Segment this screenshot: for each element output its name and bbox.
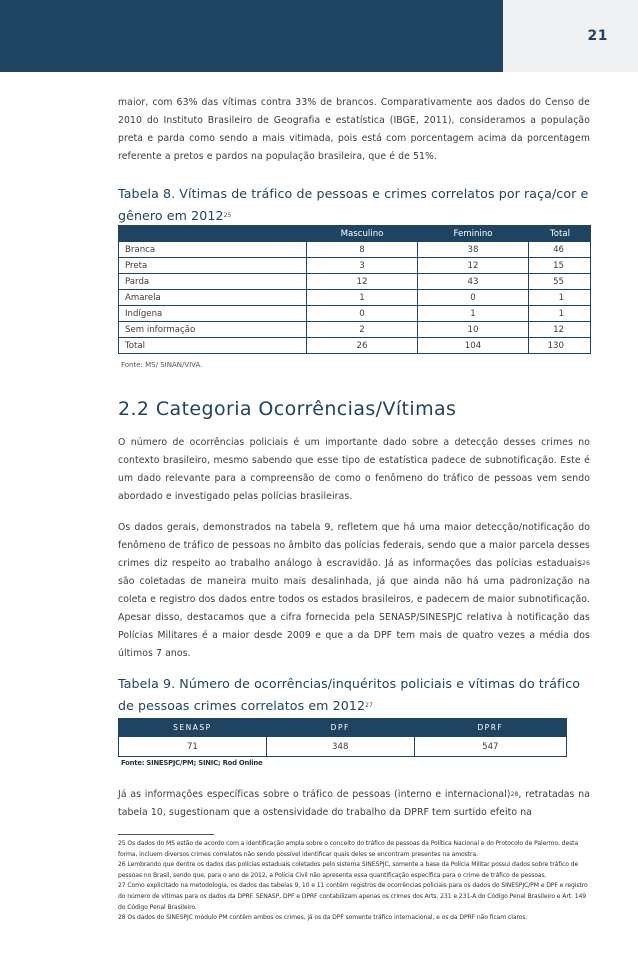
table9-cell: 71 xyxy=(119,737,267,757)
table-row xyxy=(119,306,591,322)
table8-title-text: Tabela 8. Vítimas de tráfico de pessoas e crimes correlatos por raça/cor e gênero em 2012 xyxy=(118,186,589,223)
table8-cell: 130 xyxy=(529,338,591,354)
table8 xyxy=(118,225,591,354)
table9 xyxy=(118,718,567,757)
footnote: 25 Os dados do MS estão de acordo com a identificação ampla sobre o conceito do tráfico de pessoas da Política Nacional e do Protocolo de Palermo, desta forma, incluem diversos crimes correlatos não sendo possível identificar quais deles se encontram presentes na amostra. xyxy=(118,840,579,858)
table8-cell: 12 xyxy=(529,322,591,338)
paragraph2-part2: são coletadas de maneira muito mais desalinhada, já que ainda não há uma padronização na coleta e registro dos dados entre todos os estados brasileiros, e padecem de maior subnotificação. Apesar disso, destacamos que a cifra fornecida pela SENASP/SINESPJC relativa à notificação das Polícias Militares é a maior desde 2009 e que a da DPF tem mais de quatro vezes a média dos últimos 7 anos. xyxy=(118,576,590,659)
table9-header-cell: SENASP xyxy=(119,719,267,737)
table8-cell: Preta xyxy=(119,258,307,274)
paragraph3-part1: Já as informações específicas sobre o tráfico de pessoas (interno e internacional) xyxy=(118,789,511,800)
table8-cell: 38 xyxy=(418,242,529,258)
paragraph3-block xyxy=(118,786,590,822)
table8-cell: 1 xyxy=(307,290,418,306)
table8-cell: 12 xyxy=(307,274,418,290)
table8-cell: 12 xyxy=(418,258,529,274)
table-row xyxy=(119,322,591,338)
table8-cell: Amarela xyxy=(119,290,307,306)
table9-header-cell: DPRF xyxy=(414,719,566,737)
page-number: 21 xyxy=(587,28,608,44)
header-band xyxy=(0,0,503,72)
table-row xyxy=(119,274,591,290)
table-row xyxy=(119,258,591,274)
table8-cell: 43 xyxy=(418,274,529,290)
table8-cell: 1 xyxy=(529,290,591,306)
table8-header-cell: Total xyxy=(529,226,591,242)
table8-cell: 0 xyxy=(418,290,529,306)
table9-header-cell: DPF xyxy=(266,719,414,737)
table8-header-row xyxy=(119,226,591,242)
table9-footnote-ref: 27 xyxy=(365,702,373,709)
table8-cell: Branca xyxy=(119,242,307,258)
paragraph2 xyxy=(118,519,590,663)
paragraph3-footnote-ref: 28 xyxy=(510,791,519,798)
table8-source: Fonte: MS/ SINAN/VIVA. xyxy=(121,361,203,369)
table8-header-cell xyxy=(119,226,307,242)
table8-cell: 8 xyxy=(307,242,418,258)
table-row xyxy=(119,290,591,306)
paragraph2-block xyxy=(118,519,590,663)
footnote: 26 Lembrando que dentre os dados das polícias estaduais coletados pelo sistema SINESPJC, somente a base da Polícia Militar possui dados sobre tráfico de pessoas no Brasil, sendo que, para o ano de 2012, a Polícia Civil não apresenta essa quantificação específica para o crime de tráfico de pessoas. xyxy=(118,861,579,879)
table9-cell: 547 xyxy=(414,737,566,757)
table9-title xyxy=(118,673,590,717)
section-title: 2.2 Categoria Ocorrências/Vítimas xyxy=(118,398,457,420)
table-row xyxy=(119,242,591,258)
footnotes xyxy=(118,839,592,924)
table8-cell: 55 xyxy=(529,274,591,290)
table9-cell: 348 xyxy=(266,737,414,757)
page-number-box xyxy=(503,0,638,72)
table8-header-cell: Feminino xyxy=(418,226,529,242)
table-row xyxy=(119,338,591,354)
table8-cell: Parda xyxy=(119,274,307,290)
intro-paragraph-block xyxy=(118,94,590,166)
intro-paragraph: maior, com 63% das vítimas contra 33% de brancos. Comparativamente aos dados do Censo de 2010 do Instituto Brasileiro de Geografia e estatística (IBGE, 2011), consideramos a população preta e parda como sendo a mais vitimada, pois está com porcentagem acima da porcentagem referente a pretos e pardos na população brasileira, que é de 51%. xyxy=(118,97,590,162)
paragraph2-part1: Os dados gerais, demonstrados na tabela 9, refletem que há uma maior detecção/notificação do fenômeno de tráfico de pessoas no âmbito das polícias federais, sendo que a maior parcela desses crimes diz respeito ao trabalho análogo à escravidão. Já as informações das polícias estaduais xyxy=(118,522,590,569)
table8-cell: 15 xyxy=(529,258,591,274)
table8-cell: 26 xyxy=(307,338,418,354)
paragraph2-footnote-ref: 26 xyxy=(582,560,590,567)
table8-cell: 2 xyxy=(307,322,418,338)
paragraph1: O número de ocorrências policiais é um importante dado sobre a detecção desses crimes no contexto brasileiro, mesmo sabendo que esse tipo de estatística padece de subnotificação. Este é um dado relevante para a compreensão de como o fenômeno do tráfico de pessoas vem sendo abordado e investigado pelas polícias brasileiras. xyxy=(118,437,590,502)
table8-cell: 46 xyxy=(529,242,591,258)
footnote: 27 Como explicitado na metodologia, os dados das tabelas 9, 10 e 11 contêm registros de ocorrências policiais para os dados do SINESPJC/PM e DPF e registro do número de vítimas para os dados da DPRF. SENASP, DPF e DPRF contabilizam apenas os crimes dos Arts. 231 e 231-A do Código Penal Brasileiro e Art. 149 do Código Penal Brasileiro. xyxy=(118,882,588,911)
table8-cell: 0 xyxy=(307,306,418,322)
table8-cell: 10 xyxy=(418,322,529,338)
table9-header-row xyxy=(119,719,567,737)
table8-cell: Total xyxy=(119,338,307,354)
footnote: 28 Os dados do SINESPJC módulo PM contêm ambos os crimes, já os da DPF somente tráfico internacional, e os da DPRF não ficam claros. xyxy=(118,914,528,922)
table8-footnote-ref: 25 xyxy=(223,212,232,219)
table9-title-text: Tabela 9. Número de ocorrências/inquéritos policiais e vítimas do tráfico de pessoas crimes correlatos em 2012 xyxy=(118,676,581,713)
table8-cell: 1 xyxy=(529,306,591,322)
table8-cell: 3 xyxy=(307,258,418,274)
table-row xyxy=(119,737,567,757)
table9-source: Fonte: SINESPJC/PM; SINIC; Rod Online xyxy=(121,759,263,767)
table8-cell: Sem informação xyxy=(119,322,307,338)
paragraph1-block xyxy=(118,434,590,506)
footnote-divider xyxy=(118,834,214,835)
paragraph3-part2: , retratadas na tabela 10, sugestionam que a ostensividade do trabalho da DPRF tem surtido efeito na xyxy=(118,789,590,818)
table8-cell: Indígena xyxy=(119,306,307,322)
table8-title xyxy=(118,183,590,227)
table8-header-cell: Masculino xyxy=(307,226,418,242)
table8-cell: 1 xyxy=(418,306,529,322)
paragraph3 xyxy=(118,786,590,822)
table8-cell: 104 xyxy=(418,338,529,354)
